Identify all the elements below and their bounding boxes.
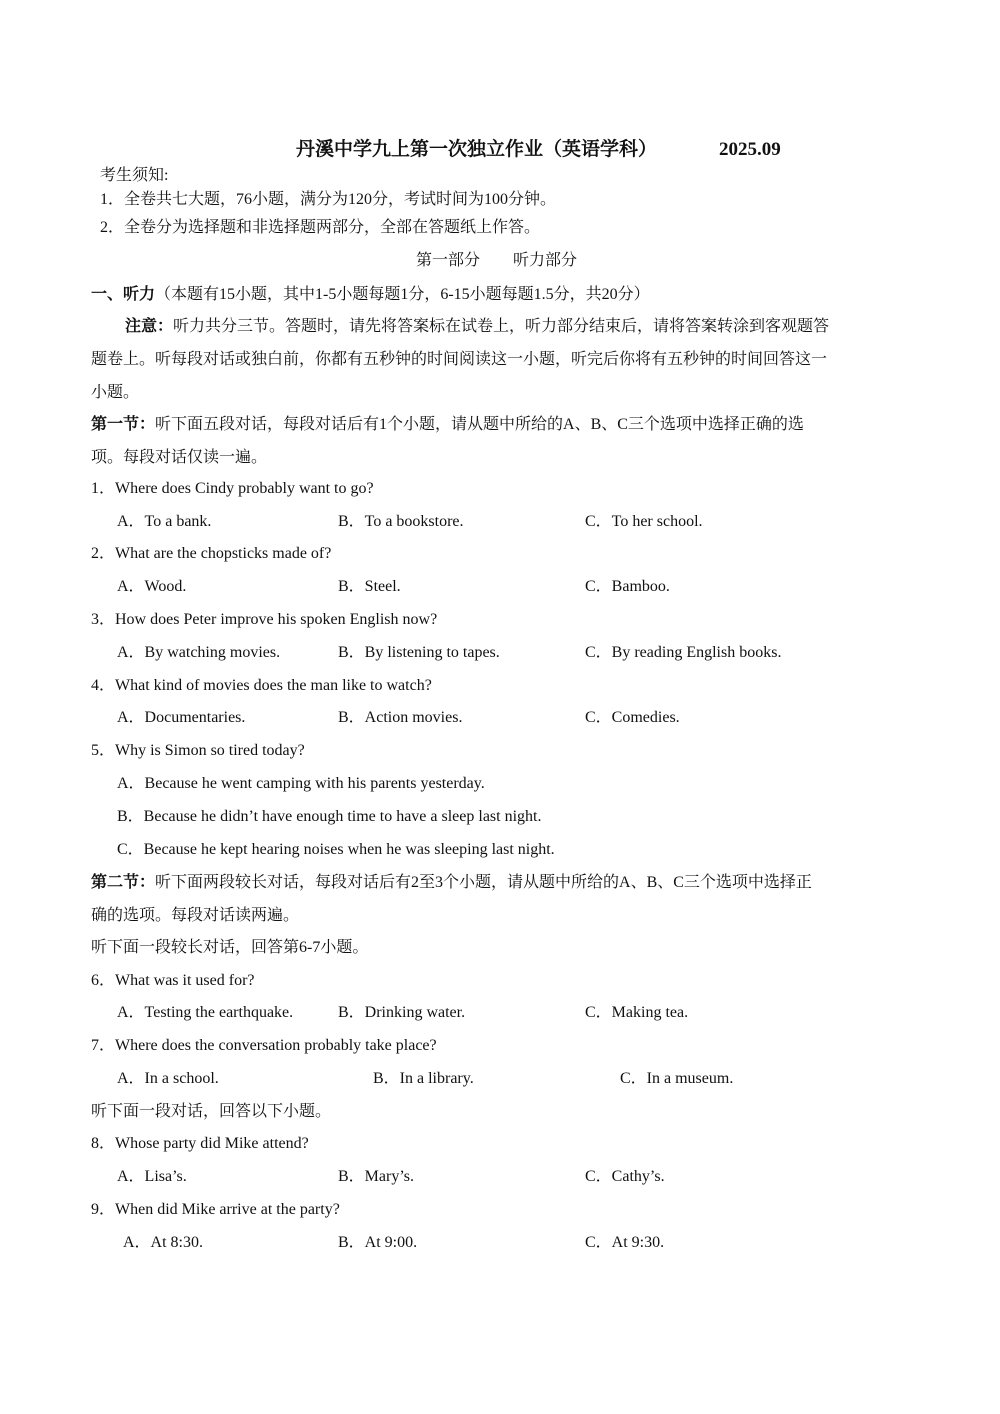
option-b: B．Because he didn’t have enough time to have a sleep last night.: [117, 808, 542, 825]
option-b: B．Mary’s.: [338, 1168, 415, 1185]
question-text: 2．What are the chopsticks made of?: [91, 545, 332, 562]
option-b: B．In a library.: [373, 1070, 474, 1087]
option-c: C．To her school.: [585, 513, 703, 530]
jie1-label: 第一节：: [91, 416, 156, 433]
question-text: 8．Whose party did Mike attend?: [91, 1135, 309, 1152]
question-text: 6．What was it used for?: [91, 972, 255, 989]
option-a: A．Lisa’s.: [117, 1168, 187, 1185]
option-a: A．Documentaries.: [117, 709, 246, 726]
question-text: 1．Where does Cindy probably want to go?: [91, 480, 374, 497]
part-subtitle: 听力部分: [513, 252, 578, 269]
option-b: B．Action movies.: [338, 709, 463, 726]
jie1-line: [91, 414, 804, 436]
question-text: 9．When did Mike arrive at the party?: [91, 1201, 340, 1218]
notice-item: 1．全卷共七大题，76小题，满分为120分，考试时间为100分钟。: [100, 191, 557, 208]
dialogue-intro: 听下面一段较长对话，回答第6-7小题。: [91, 939, 369, 956]
note-line: 题卷上。听每段对话或独白前，你都有五秒钟的时间阅读这一小题，听完后你将有五秒钟的时间回答这一: [91, 351, 828, 368]
question-text: 4．What kind of movies does the man like to watch?: [91, 677, 432, 694]
question-text: 7．Where does the conversation probably take place?: [91, 1037, 437, 1054]
jie2-line: 确的选项。每段对话读两遍。: [91, 907, 300, 924]
notice-item: 2．全卷分为选择题和非选择题两部分，全部在答题纸上作答。: [100, 219, 541, 236]
exam-date: 2025.09: [719, 139, 781, 160]
note-line: [125, 316, 829, 338]
jie2-line: [91, 872, 812, 894]
option-c: C．Making tea.: [585, 1004, 689, 1021]
option-a: A．Because he went camping with his parents yesterday.: [117, 775, 485, 792]
note-text: 听力共分三节。答题时，请先将答案标在试卷上，听力部分结束后，请将答案转涂到客观题答: [173, 318, 830, 335]
note-line: 小题。: [91, 384, 140, 401]
section-label: 一、听力: [91, 286, 156, 303]
option-c: C．Cathy’s.: [585, 1168, 665, 1185]
option-a: A．At 8:30.: [123, 1234, 204, 1251]
option-a: A．Wood.: [117, 578, 187, 595]
dialogue-intro: 听下面一段对话，回答以下小题。: [91, 1103, 332, 1120]
option-c: C．At 9:30.: [585, 1234, 665, 1251]
option-b: B．Steel.: [338, 578, 401, 595]
option-b: B．To a bookstore.: [338, 513, 464, 530]
section-desc: （本题有15小题，其中1-5小题每题1分，6-15小题每题1.5分，共20分）: [155, 286, 650, 303]
jie2-label: 第二节：: [91, 874, 156, 891]
notice-heading: 考生须知:: [100, 167, 169, 184]
note-label: 注意：: [125, 318, 174, 335]
option-a: A．By watching movies.: [117, 644, 281, 661]
exam-title: 丹溪中学九上第一次独立作业（英语学科）: [296, 139, 658, 160]
part-title: 第一部分: [416, 252, 481, 269]
option-c: C．In a museum.: [620, 1070, 734, 1087]
question-text: 5．Why is Simon so tired today?: [91, 742, 305, 759]
jie2-text: 听下面两段较长对话，每段对话后有2至3个小题，请从题中所给的A、B、C三个选项中选择正: [155, 874, 812, 891]
option-b: B．At 9:00.: [338, 1234, 418, 1251]
option-a: A．In a school.: [117, 1070, 219, 1087]
option-c: C．Bamboo.: [585, 578, 670, 595]
jie1-text: 听下面五段对话，每段对话后有1个小题，请从题中所给的A、B、C三个选项中选择正确的选: [155, 416, 804, 433]
option-a: A．Testing the earthquake.: [117, 1004, 294, 1021]
option-b: B．By listening to tapes.: [338, 644, 500, 661]
question-text: 3．How does Peter improve his spoken English now?: [91, 611, 438, 628]
option-c: C．Because he kept hearing noises when he was sleeping last night.: [117, 841, 555, 858]
option-b: B．Drinking water.: [338, 1004, 466, 1021]
option-c: C．By reading English books.: [585, 644, 782, 661]
option-c: C．Comedies.: [585, 709, 680, 726]
section-heading: [91, 284, 650, 306]
option-a: A．To a bank.: [117, 513, 212, 530]
jie1-line: 项。每段对话仅读一遍。: [91, 449, 268, 466]
